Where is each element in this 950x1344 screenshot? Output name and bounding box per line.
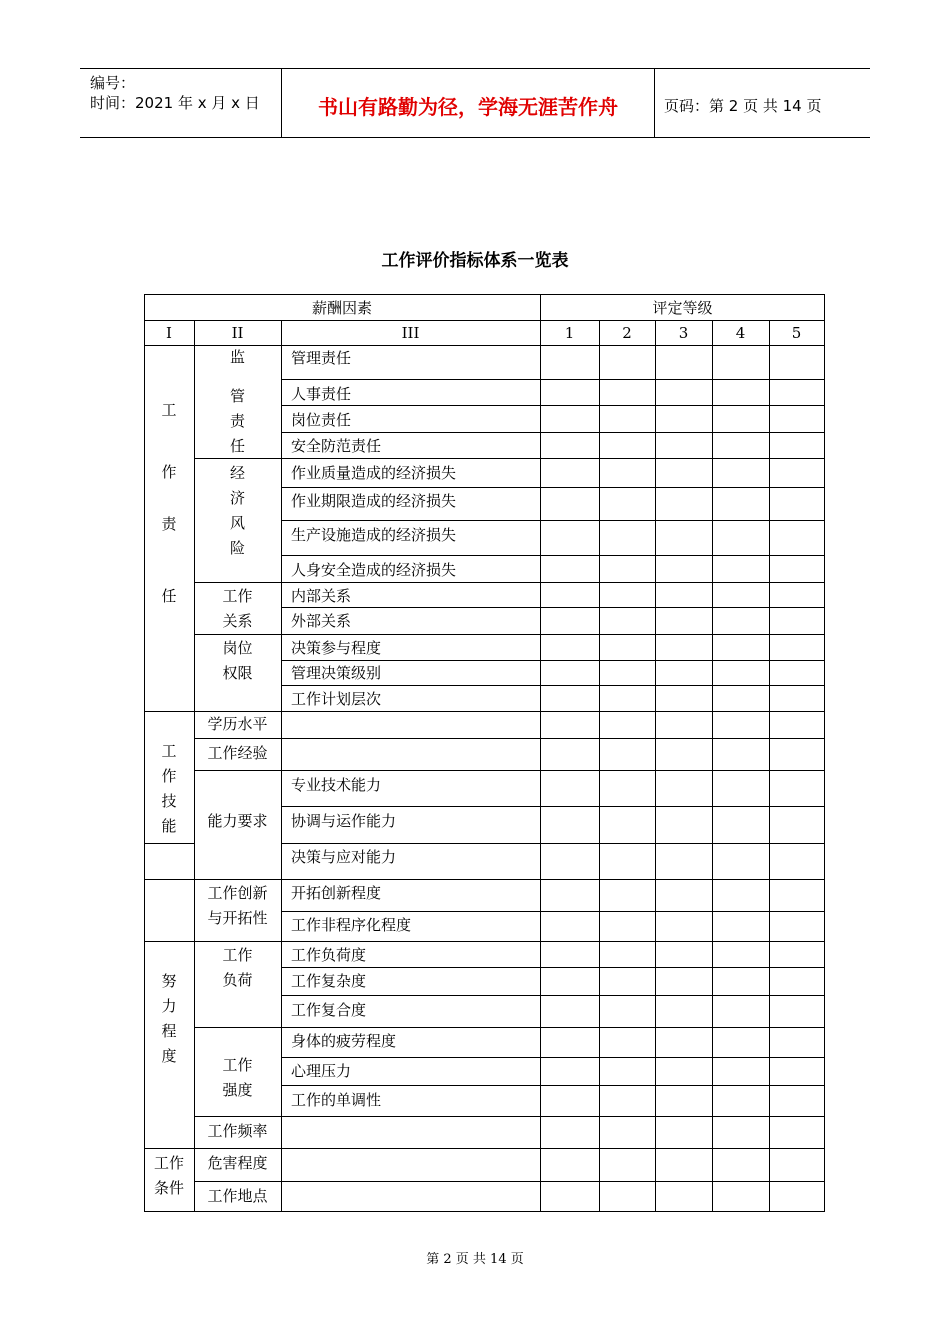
item-facility-loss: 生产设施造成的经济损失: [291, 526, 457, 544]
item-pressure: 心理压力: [291, 1062, 352, 1080]
group-supervision: 监 管 责 任: [229, 348, 245, 455]
table-rule: [599, 320, 600, 1212]
item-mgmt-resp: 管理责任: [291, 349, 352, 367]
group-post-authority: 岗位 权限: [222, 639, 253, 682]
table-rule: [281, 607, 825, 608]
item-coord: 协调与运作能力: [291, 812, 397, 830]
group-work-load: 工作 负荷: [222, 946, 253, 989]
table-rule: [281, 806, 825, 807]
table-rule: [281, 911, 825, 912]
item-location: 工作地点: [207, 1187, 268, 1205]
table-rule: [144, 345, 825, 346]
group-work-intensity: 工作 强度: [222, 1056, 253, 1099]
table-rule: [712, 320, 713, 1212]
header-factor: 薪酬因素: [311, 299, 372, 317]
item-safety-resp: 安全防范责任: [291, 437, 382, 455]
table-rule: [769, 320, 770, 1212]
item-deadline-loss: 作业期限造成的经济损失: [291, 492, 457, 510]
table-rule: [540, 294, 541, 1212]
item-pioneer: 开拓创新程度: [291, 884, 382, 902]
table-rule: [194, 1116, 825, 1117]
table-rule: [281, 995, 825, 996]
document-title: 工作评价指标体系一览表: [381, 251, 569, 271]
item-external: 外部关系: [291, 612, 352, 630]
item-decision-part: 决策参与程度: [291, 639, 382, 657]
item-personal-loss: 人身安全造成的经济损失: [291, 561, 457, 579]
item-experience: 工作经验: [207, 744, 268, 762]
item-load-deg: 工作负荷度: [291, 946, 367, 964]
table-rule: [144, 711, 825, 712]
table-rule: [144, 843, 194, 844]
table-rule: [281, 520, 825, 521]
page-header: [80, 68, 870, 138]
grade-header: 1: [564, 324, 575, 342]
table-rule: [281, 487, 825, 488]
table-rule: [281, 685, 825, 686]
serial-label: 编号：: [90, 74, 136, 92]
col-i-header: I: [166, 324, 172, 342]
table-rule: [194, 738, 825, 739]
item-monotony: 工作的单调性: [291, 1091, 382, 1109]
item-plan-level: 工作计划层次: [291, 690, 382, 708]
table-rule: [144, 294, 825, 295]
item-complex-deg: 工作复杂度: [291, 972, 367, 990]
group-work-skill: 工 作 技 能: [161, 742, 177, 835]
motto: 书山有路勤为径，学海无涯苦作舟: [318, 95, 618, 119]
table-rule: [144, 320, 825, 321]
grade-header: 2: [622, 324, 632, 342]
grade-header: 5: [791, 324, 802, 342]
table-rule: [144, 879, 825, 880]
table-rule: [281, 405, 825, 406]
time-label: 时间：2021 年 x 月 x 日: [90, 94, 260, 112]
item-composite-deg: 工作复合度: [291, 1001, 367, 1019]
item-post-resp: 岗位责任: [291, 411, 352, 429]
item-tech: 专业技术能力: [291, 776, 382, 794]
table-rule: [281, 555, 825, 556]
table-rule: [144, 1211, 825, 1212]
header-divider: [654, 69, 655, 137]
group-ability: 能力要求: [207, 812, 268, 830]
item-personnel-resp: 人事责任: [291, 385, 352, 403]
group-work-responsibility: 工 作 责 任: [161, 401, 177, 605]
table-rule: [194, 1027, 825, 1028]
item-nonroutine: 工作非程序化程度: [291, 916, 412, 934]
table-rule: [824, 294, 825, 1212]
item-education: 学历水平: [207, 715, 268, 733]
page-footer: 第 2 页 共 14 页: [426, 1252, 524, 1267]
item-decision-level: 管理决策级别: [291, 664, 382, 682]
table-rule: [281, 843, 825, 844]
table-rule: [194, 1181, 825, 1182]
group-economic-risk: 经 济 风 险: [229, 464, 245, 557]
item-fatigue: 身体的疲劳程度: [291, 1032, 397, 1050]
page-label: 页码：第 2 页 共 14 页: [664, 97, 822, 115]
table-rule: [281, 967, 825, 968]
item-quality-loss: 作业质量造成的经济损失: [291, 464, 457, 482]
table-rule: [281, 432, 825, 433]
item-internal: 内部关系: [291, 587, 352, 605]
table-rule: [281, 1085, 825, 1086]
group-work-relation: 工作 关系: [222, 587, 253, 630]
table-rule: [281, 1057, 825, 1058]
table-rule: [281, 660, 825, 661]
col-iii-header: III: [401, 324, 420, 342]
table-rule: [194, 770, 825, 771]
table-rule: [655, 320, 656, 1212]
table-rule: [144, 941, 825, 942]
table-rule: [281, 379, 825, 380]
table-rule: [194, 634, 825, 635]
table-rule: [194, 458, 825, 459]
table-rule: [194, 582, 825, 583]
table-rule: [144, 1148, 825, 1149]
col-ii-header: II: [231, 324, 244, 342]
group-innovation: 工作创新 与开拓性: [207, 884, 268, 927]
table-rule: [281, 320, 282, 1212]
evaluation-table: [144, 294, 825, 1212]
grade-header: 3: [678, 324, 689, 342]
grade-header: 4: [735, 324, 746, 342]
group-effort: 努 力 程 度: [161, 972, 177, 1065]
item-frequency: 工作频率: [207, 1122, 268, 1140]
item-hazard: 危害程度: [207, 1154, 268, 1172]
header-grade: 评定等级: [652, 299, 713, 317]
group-work-condition: 工作 条件: [153, 1154, 184, 1197]
item-decide: 决策与应对能力: [291, 848, 397, 866]
